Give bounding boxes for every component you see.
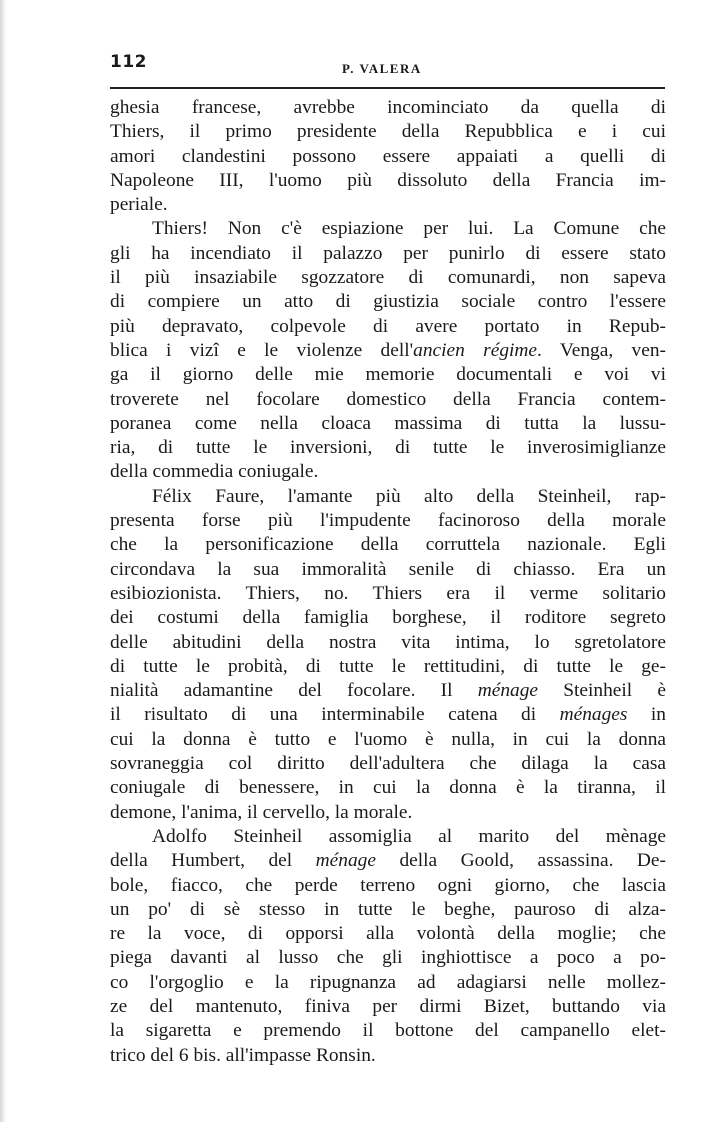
text-line: della commedia coniugale. [110,461,319,483]
page-number: 112 [110,52,147,72]
text-line: troverete nel focolare domestico della Francia contem- [110,388,666,410]
text-line: amori clandestini possono essere appaiati a quelli di [110,145,666,167]
text-line: ghesia francese, avrebbe incominciato da quella di [110,97,666,118]
header-rule [110,87,665,89]
text-line: ze del mantenuto, finiva per dirmi Bizet, buttando via [110,995,666,1017]
text-line: cui la donna è tutto e l'uomo è nulla, in cui la donna [110,728,666,750]
text-line: dei costumi della famiglia borghese, il roditore segreto [110,607,666,629]
paragraph [110,96,666,217]
text-line: della Humbert, del ménage della Goold, assassina. De- [110,850,666,872]
text-line: Thiers! Non c'è espiazione per lui. La Comune che [152,218,666,240]
text-line: ria, di tutte le inversioni, di tutte le inverosimiglianze [110,437,666,459]
text-line: di tutte le probità, di tutte le rettitudini, di tutte le ge- [110,655,666,677]
italic-term: ménage [477,680,539,702]
text-line: demone, l'anima, il cervello, la morale. [110,801,413,823]
text-line: co l'orgoglio e la ripugnanza ad adagiarsi nelle mollez- [110,971,666,993]
running-head: P. VALERA [342,61,422,76]
paragraph [110,825,666,1068]
page-binding-edge [0,0,6,1122]
text-line: di compiere un atto di giustizia sociale contro l'essere [110,291,666,313]
text-line: il risultato di una interminabile catena di ménages in [110,704,666,726]
text-line: poranea come nella cloaca massima di tutta la lussu- [110,412,666,434]
text-line: ga il giorno delle mie memorie documentali e voi vi [110,364,666,386]
text-line: bole, fiacco, che perde terreno ogni giorno, che lascia [110,874,666,896]
text-line: gli ha incendiato il palazzo per punirlo di essere stato [110,242,666,264]
text-line: nialità adamantine del focolare. Il ménage Steinheil è [110,680,666,702]
text-line: trico del 6 bis. all'impasse Ronsin. [110,1044,376,1066]
text-line: piega davanti al lusso che gli inghiottisce a poco a po- [110,947,666,969]
text-line: la sigaretta e premendo il bottone del campanello elet- [110,1020,666,1042]
text-line: circondava la sua immoralità senile di chiasso. Era un [110,558,666,580]
italic-term: ménages [559,704,628,726]
text-line: esibiozionista. Thiers, no. Thiers era il verme solitario [110,582,666,604]
italic-term: ménage [315,850,376,872]
text-line: Félix Faure, l'amante più alto della Steinheil, rap- [152,485,666,507]
text-line: Adolfo Steinheil assomiglia al marito del mènage [152,825,666,847]
text-line: più depravato, colpevole di avere portato in Repub- [110,315,666,337]
italic-term: ancien régime [413,339,538,361]
text-line: blica i vizî e le violenze dell'ancien régime. Venga, ven- [110,339,666,361]
text-line: Napoleone III, l'uomo più dissoluto della Francia im- [110,169,666,191]
paragraph [110,485,666,825]
text-line: delle abitudini della nostra vita intima, lo sgretolatore [110,631,666,653]
paragraph [110,217,666,484]
text-line: periale. [110,194,168,216]
text-line: presenta forse più l'impudente facinoroso della morale [110,510,666,532]
body-text [110,96,666,1068]
text-line: che la personificazione della corruttela nazionale. Egli [110,534,666,556]
text-line: sovraneggia col diritto dell'adultera che dilaga la casa [110,753,666,775]
text-line: il più insaziabile sgozzatore di comunardi, non sapeva [110,267,666,289]
text-line: Thiers, il primo presidente della Repubblica e i cui [110,121,666,143]
text-line: un po' di sè stesso in tutte le beghe, pauroso di alza- [110,898,666,920]
text-line: re la voce, di opporsi alla volontà della moglie; che [110,923,666,945]
text-line: coniugale di benessere, in cui la donna è la tiranna, il [110,777,666,799]
page-header [110,52,665,82]
